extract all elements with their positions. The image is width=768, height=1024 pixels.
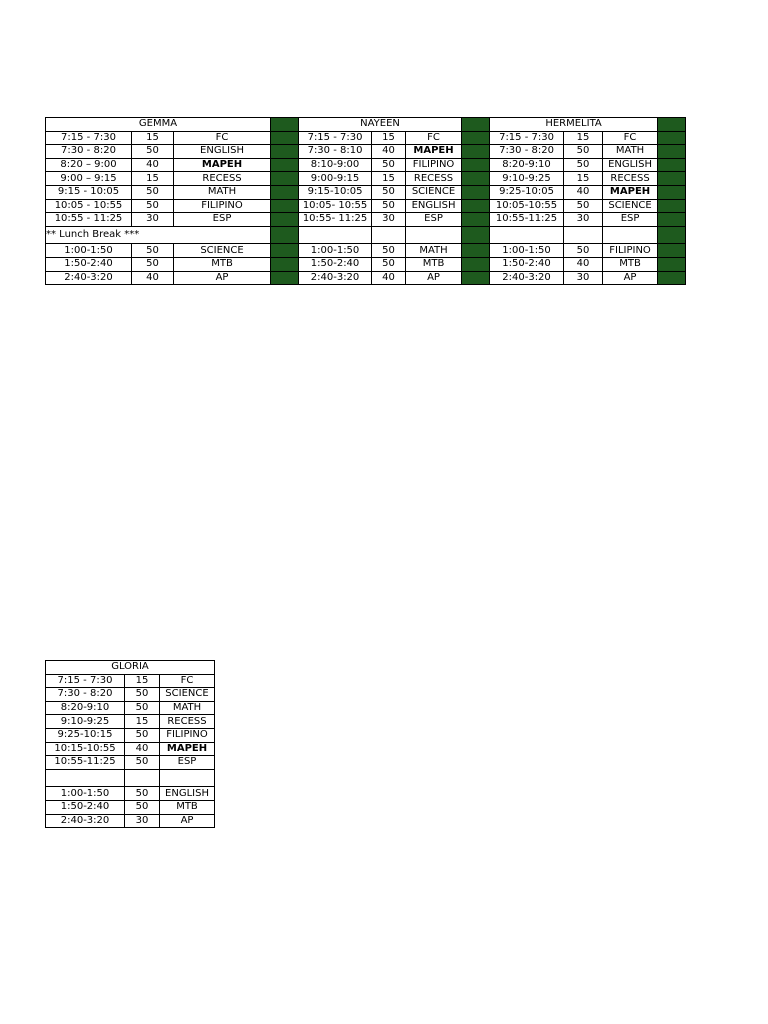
separator-cell [462, 172, 490, 186]
time-cell: 1:00-1:50 [46, 244, 132, 258]
empty-cell [603, 226, 658, 244]
separator-cell [658, 226, 686, 244]
subject-cell: ESP [160, 756, 215, 770]
teachers-schedule-table [45, 117, 686, 285]
table-row [46, 756, 215, 770]
table-header-row [46, 118, 686, 132]
minutes-cell: 50 [132, 145, 174, 159]
minutes-cell: 15 [372, 172, 406, 186]
minutes-cell: 30 [132, 213, 174, 227]
time-cell: 7:15 - 7:30 [46, 131, 132, 145]
subject-cell: ENGLISH [174, 145, 271, 159]
subject-cell: AP [174, 271, 271, 285]
minutes-cell: 15 [372, 131, 406, 145]
table-row [46, 244, 686, 258]
minutes-cell: 50 [125, 800, 160, 814]
time-cell: 10:55-11:25 [46, 756, 125, 770]
lunch-break-row [46, 769, 215, 787]
minutes-cell: 50 [564, 244, 603, 258]
subject-cell: ENGLISH [603, 158, 658, 172]
time-cell: 1:50-2:40 [490, 257, 564, 271]
subject-cell: MTB [174, 257, 271, 271]
subject-cell: FC [603, 131, 658, 145]
separator-cell [462, 226, 490, 244]
time-cell: 10:55 - 11:25 [46, 213, 132, 227]
minutes-cell: 50 [125, 756, 160, 770]
table-row [46, 800, 215, 814]
table-row [46, 674, 215, 688]
minutes-cell: 50 [372, 257, 406, 271]
time-cell: 10:15-10:55 [46, 742, 125, 756]
minutes-cell: 50 [125, 701, 160, 715]
time-cell: 7:30 - 8:20 [490, 145, 564, 159]
empty-cell [564, 226, 603, 244]
separator-cell [271, 213, 299, 227]
subject-cell: MATH [603, 145, 658, 159]
time-cell: 8:20-9:10 [46, 701, 125, 715]
time-cell: 9:25-10:15 [46, 728, 125, 742]
separator-cell [271, 145, 299, 159]
table-row [46, 688, 215, 702]
separator-cell [271, 257, 299, 271]
time-cell: 9:00-9:15 [299, 172, 372, 186]
subject-cell: AP [160, 814, 215, 828]
minutes-cell: 40 [564, 185, 603, 199]
subject-cell: MTB [406, 257, 462, 271]
minutes-cell: 15 [125, 715, 160, 729]
subject-cell: SCIENCE [174, 244, 271, 258]
time-cell: 1:50-2:40 [46, 800, 125, 814]
minutes-cell: 15 [564, 131, 603, 145]
subject-cell: SCIENCE [160, 688, 215, 702]
time-cell: 7:15 - 7:30 [299, 131, 372, 145]
separator-cell [658, 158, 686, 172]
subject-cell: RECESS [406, 172, 462, 186]
separator-cell [658, 172, 686, 186]
table-row [46, 742, 215, 756]
minutes-cell: 40 [372, 271, 406, 285]
empty-cell [125, 769, 160, 787]
separator-cell [462, 131, 490, 145]
teacher-header-gemma: GEMMA [46, 118, 271, 132]
subject-cell: ENGLISH [406, 199, 462, 213]
subject-cell: ESP [603, 213, 658, 227]
table-row [46, 814, 215, 828]
separator-cell [658, 199, 686, 213]
table-row [46, 701, 215, 715]
minutes-cell: 30 [125, 814, 160, 828]
empty-cell [46, 769, 125, 787]
subject-cell: RECESS [174, 172, 271, 186]
time-cell: 9:15-10:05 [299, 185, 372, 199]
subject-cell: FILIPINO [174, 199, 271, 213]
subject-cell: FILIPINO [160, 728, 215, 742]
table-row [46, 715, 215, 729]
subject-cell: ESP [174, 213, 271, 227]
separator-cell [271, 199, 299, 213]
subject-cell: FC [406, 131, 462, 145]
separator-cell [462, 244, 490, 258]
separator-cell [658, 244, 686, 258]
separator-cell [658, 131, 686, 145]
minutes-cell: 50 [564, 158, 603, 172]
subject-cell: FC [160, 674, 215, 688]
separator-cell [462, 199, 490, 213]
subject-cell: MAPEH [603, 185, 658, 199]
empty-cell [490, 226, 564, 244]
separator-cell [658, 185, 686, 199]
time-cell: 7:15 - 7:30 [46, 674, 125, 688]
separator-cell [658, 271, 686, 285]
minutes-cell: 30 [564, 271, 603, 285]
subject-cell: MATH [174, 185, 271, 199]
minutes-cell: 50 [372, 244, 406, 258]
minutes-cell: 15 [132, 131, 174, 145]
separator-cell [462, 185, 490, 199]
table-row [46, 185, 686, 199]
subject-cell: FILIPINO [603, 244, 658, 258]
minutes-cell: 40 [132, 158, 174, 172]
subject-cell: MAPEH [174, 158, 271, 172]
subject-cell: MTB [603, 257, 658, 271]
subject-cell: FILIPINO [406, 158, 462, 172]
time-cell: 2:40-3:20 [46, 271, 132, 285]
minutes-cell: 40 [132, 271, 174, 285]
table-row [46, 213, 686, 227]
table-row [46, 145, 686, 159]
minutes-cell: 15 [564, 172, 603, 186]
time-cell: 10:05- 10:55 [299, 199, 372, 213]
subject-cell: AP [406, 271, 462, 285]
lunch-break-row [46, 226, 686, 244]
table-row [46, 257, 686, 271]
table-row [46, 199, 686, 213]
subject-cell: SCIENCE [603, 199, 658, 213]
minutes-cell: 30 [372, 213, 406, 227]
empty-cell [406, 226, 462, 244]
separator-cell [271, 172, 299, 186]
time-cell: 9:10-9:25 [46, 715, 125, 729]
subject-cell: RECESS [603, 172, 658, 186]
separator-cell [271, 158, 299, 172]
subject-cell: SCIENCE [406, 185, 462, 199]
table-header-row [46, 661, 215, 675]
subject-cell: RECESS [160, 715, 215, 729]
empty-cell [160, 769, 215, 787]
time-cell: 9:10-9:25 [490, 172, 564, 186]
time-cell: 8:20 – 9:00 [46, 158, 132, 172]
empty-cell [372, 226, 406, 244]
table-row [46, 158, 686, 172]
separator-cell [271, 185, 299, 199]
time-cell: 9:00 – 9:15 [46, 172, 132, 186]
time-cell: 10:05-10:55 [490, 199, 564, 213]
time-cell: 7:15 - 7:30 [490, 131, 564, 145]
lunch-break-label: ** Lunch Break *** [46, 226, 271, 244]
time-cell: 1:50-2:40 [46, 257, 132, 271]
minutes-cell: 50 [564, 199, 603, 213]
separator-cell [271, 131, 299, 145]
subject-cell: AP [603, 271, 658, 285]
minutes-cell: 15 [132, 172, 174, 186]
separator-cell [658, 257, 686, 271]
minutes-cell: 50 [125, 728, 160, 742]
minutes-cell: 50 [372, 199, 406, 213]
empty-cell [299, 226, 372, 244]
time-cell: 2:40-3:20 [490, 271, 564, 285]
minutes-cell: 15 [125, 674, 160, 688]
minutes-cell: 50 [372, 185, 406, 199]
subject-cell: MATH [160, 701, 215, 715]
teacher-header-gloria: GLORIA [46, 661, 215, 675]
table-row [46, 131, 686, 145]
minutes-cell: 50 [564, 145, 603, 159]
time-cell: 8:20-9:10 [490, 158, 564, 172]
subject-cell: ENGLISH [160, 787, 215, 801]
minutes-cell: 40 [125, 742, 160, 756]
time-cell: 10:55-11:25 [490, 213, 564, 227]
time-cell: 1:00-1:50 [490, 244, 564, 258]
gloria-schedule-table [45, 660, 215, 828]
time-cell: 7:30 - 8:20 [46, 688, 125, 702]
minutes-cell: 50 [132, 199, 174, 213]
subject-cell: ESP [406, 213, 462, 227]
separator-cell [462, 271, 490, 285]
table-row [46, 728, 215, 742]
separator-cell [271, 118, 299, 132]
time-cell: 1:50-2:40 [299, 257, 372, 271]
teacher-header-hermelita: HERMELITA [490, 118, 658, 132]
teacher-header-nayeen: NAYEEN [299, 118, 462, 132]
table-row [46, 172, 686, 186]
separator-cell [658, 145, 686, 159]
minutes-cell: 50 [125, 688, 160, 702]
minutes-cell: 50 [125, 787, 160, 801]
subject-cell: MAPEH [160, 742, 215, 756]
separator-cell [271, 244, 299, 258]
separator-cell [462, 213, 490, 227]
minutes-cell: 40 [564, 257, 603, 271]
minutes-cell: 50 [132, 185, 174, 199]
table-row [46, 271, 686, 285]
separator-cell [462, 145, 490, 159]
time-cell: 1:00-1:50 [299, 244, 372, 258]
separator-cell [271, 226, 299, 244]
minutes-cell: 40 [372, 145, 406, 159]
separator-cell [658, 213, 686, 227]
time-cell: 8:10-9:00 [299, 158, 372, 172]
time-cell: 1:00-1:50 [46, 787, 125, 801]
table-row [46, 787, 215, 801]
minutes-cell: 30 [564, 213, 603, 227]
time-cell: 2:40-3:20 [299, 271, 372, 285]
minutes-cell: 50 [372, 158, 406, 172]
separator-cell [462, 158, 490, 172]
subject-cell: FC [174, 131, 271, 145]
time-cell: 10:55- 11:25 [299, 213, 372, 227]
subject-cell: MAPEH [406, 145, 462, 159]
time-cell: 10:05 - 10:55 [46, 199, 132, 213]
separator-cell [658, 118, 686, 132]
separator-cell [271, 271, 299, 285]
time-cell: 9:15 - 10:05 [46, 185, 132, 199]
time-cell: 2:40-3:20 [46, 814, 125, 828]
time-cell: 9:25-10:05 [490, 185, 564, 199]
minutes-cell: 50 [132, 244, 174, 258]
minutes-cell: 50 [132, 257, 174, 271]
separator-cell [462, 257, 490, 271]
subject-cell: MTB [160, 800, 215, 814]
subject-cell: MATH [406, 244, 462, 258]
time-cell: 7:30 - 8:10 [299, 145, 372, 159]
separator-cell [462, 118, 490, 132]
time-cell: 7:30 - 8:20 [46, 145, 132, 159]
